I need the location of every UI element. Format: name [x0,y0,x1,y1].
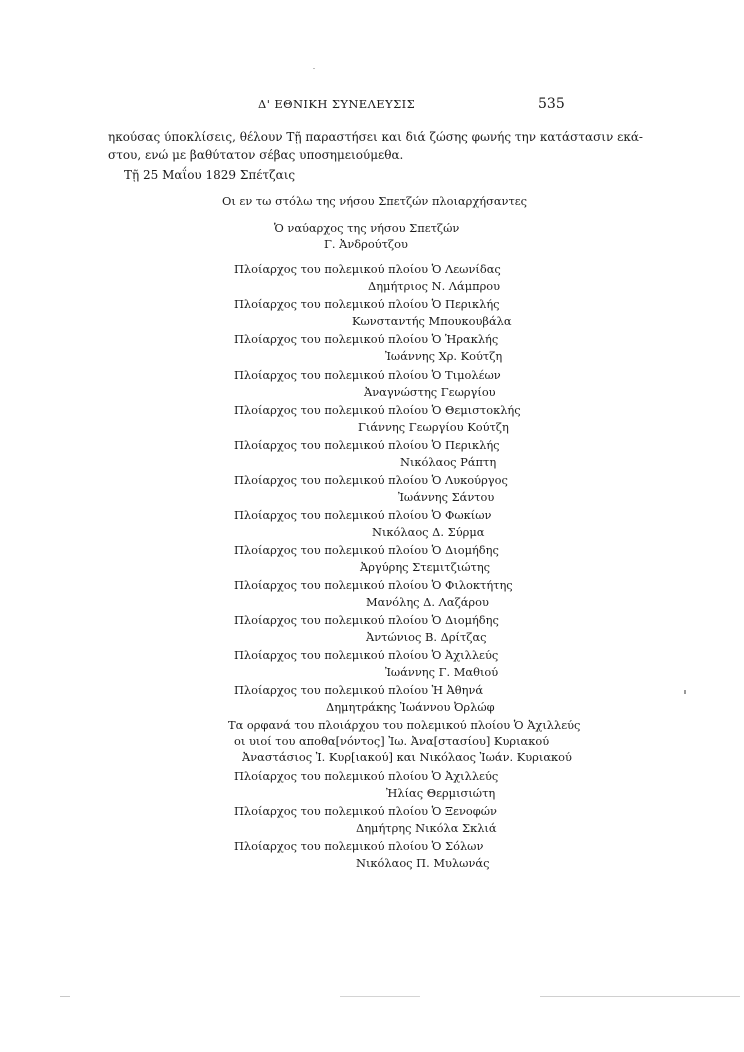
captain-name-10: Μανόλης Δ. Λαζάρου [366,595,489,609]
running-header-title: Δ' ΕΘΝΙΚΗ ΣΥΝΕΛΕΥΣΙΣ [258,97,416,111]
captain-name-6: Νικόλαος Ράπτη [400,455,497,469]
captain-name-3: Ἰωάννης Χρ. Κούτζη [385,349,503,363]
captain-ship-6: Πλοίαρχος του πολεμικού πλοίου Ὁ Περικλής [234,438,500,452]
captain-name-16: Νικόλαος Π. Μυλωνάς [356,856,490,870]
captain-ship-10: Πλοίαρχος του πολεμικού πλοίου Ὁ Φιλοκτήτης [234,578,513,592]
captain-ship-12: Πλοίαρχος του πολεμικού πλοίου Ὁ Ἀχιλλεύς [234,648,499,662]
orphans-line-3: Ἀναστάσιος Ἰ. Κυρ[ιακού] και Νικόλαος Ἰωάν. Κυριακού [242,750,572,764]
captain-name-11: Ἀντώνιος Β. Δρίτζας [366,630,487,644]
intro-line-1: ηκούσας ύποκλίσεις, θέλουν Τῇ παραστήσει και διά ζώσης φωνής την κατάστασιν εκά- [108,130,643,144]
captain-ship-15: Πλοίαρχος του πολεμικού πλοίου Ὁ Ξενοφών [234,804,497,818]
orphans-line-1: Τα ορφανά του πλοιάρχου του πολεμικού πλοίου Ὁ Ἀχιλλεύς [228,718,581,732]
captain-ship-16: Πλοίαρχος του πολεμικού πλοίου Ὁ Σόλων [234,839,484,853]
captain-ship-9: Πλοίαρχος του πολεμικού πλοίου Ὁ Διομήδης [234,543,499,557]
scan-dot-mark [313,68,315,69]
captain-name-5: Γιάννης Γεωργίου Κούτζη [358,420,509,434]
intro-line-2: στου, ενώ με βαθύτατον σέβας υποσημειούμεθα. [108,148,404,162]
captain-name-14: Ἠλίας Θερμισιώτη [386,786,496,800]
captain-name-12: Ἰωάννης Γ. Μαθιού [385,665,499,679]
admiral-role: Ὁ ναύαρχος της νήσου Σπετζών [274,221,460,235]
captain-ship-5: Πλοίαρχος του πολεμικού πλοίου Ὁ Θεμιστοκλής [234,403,521,417]
captain-ship-1: Πλοίαρχος του πολεμικού πλοίου Ὁ Λεωνίδας [234,262,501,276]
captain-name-7: Ἰωάννης Σάντου [398,490,495,504]
captain-name-8: Νικόλαος Δ. Σύρμα [372,525,485,539]
captain-name-9: Ἀργύρης Στεμιτζιώτης [360,560,491,574]
captain-name-4: Ἀναγνώστης Γεωργίου [364,385,496,399]
scan-side-mark [684,690,686,694]
captain-ship-7: Πλοίαρχος του πολεμικού πλοίου Ὁ Λυκούργος [234,473,508,487]
captain-name-13: Δημητράκης Ἰωάννου Ὀρλώφ [326,700,495,714]
captain-name-1: Δημήτριος Ν. Λάμπρου [368,279,501,293]
scan-edge-line [0,996,744,997]
captain-name-2: Κωνσταντής Μπουκουβάλα [352,314,512,328]
captain-ship-2: Πλοίαρχος του πολεμικού πλοίου Ὁ Περικλής [234,297,500,311]
captain-ship-3: Πλοίαρχος του πολεμικού πλοίου Ὁ Ἡρακλής [234,332,499,346]
orphans-line-2: οι υιοί του αποθα[νόντος] Ἰω. Ἀνα[στασίου] Κυριακού [234,734,550,748]
captain-name-15: Δημήτρης Νικόλα Σκλιά [356,821,497,835]
captain-ship-13: Πλοίαρχος του πολεμικού πλοίου Ἡ Ἀθηνά [234,683,484,697]
captain-ship-4: Πλοίαρχος του πολεμικού πλοίου Ὁ Τιμολέων [234,368,501,382]
page-number: 535 [538,96,565,112]
captain-ship-8: Πλοίαρχος του πολεμικού πλοίου Ὁ Φωκίων [234,508,492,522]
captain-ship-14: Πλοίαρχος του πολεμικού πλοίου Ὁ Ἀχιλλεύς [234,769,499,783]
signatories-heading: Οι εν τω στόλω της νήσου Σπετζών πλοιαρχήσαντες [222,194,528,208]
date-line: Τῇ 25 Μαΐου 1829 Σπέτζαις [124,168,296,182]
captain-ship-11: Πλοίαρχος του πολεμικού πλοίου Ὁ Διομήδης [234,613,499,627]
admiral-name: Γ. Ἀνδρούτζου [324,237,408,251]
